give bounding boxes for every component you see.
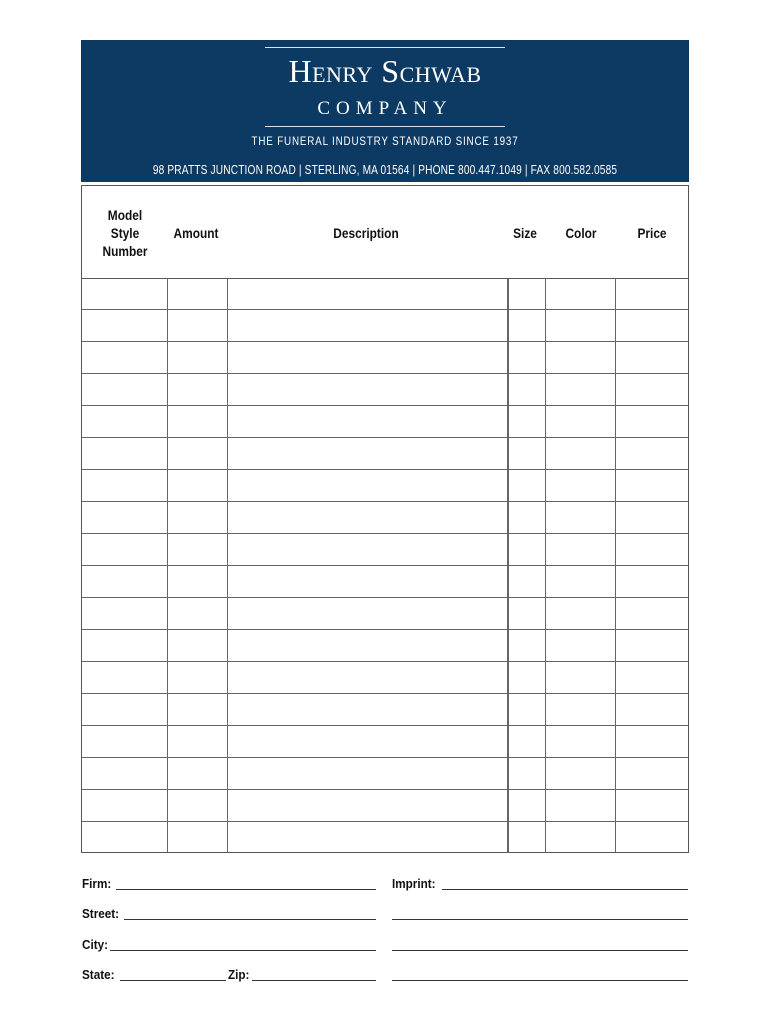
description-cell[interactable] bbox=[228, 630, 508, 661]
table-row bbox=[82, 278, 688, 310]
zip-label: Zip: bbox=[228, 967, 250, 982]
description-cell[interactable] bbox=[228, 438, 508, 469]
imprint-field-3[interactable] bbox=[392, 950, 688, 951]
model-cell[interactable] bbox=[82, 758, 168, 789]
color-cell[interactable] bbox=[546, 566, 616, 597]
table-row bbox=[82, 790, 688, 822]
table-row bbox=[82, 438, 688, 470]
model-cell[interactable] bbox=[82, 822, 168, 853]
description-cell[interactable] bbox=[228, 694, 508, 725]
table-body bbox=[82, 278, 688, 854]
description-cell[interactable] bbox=[228, 278, 508, 309]
color-cell[interactable] bbox=[546, 726, 616, 757]
color-cell[interactable] bbox=[546, 502, 616, 533]
table-row bbox=[82, 470, 688, 502]
size-cell[interactable] bbox=[508, 374, 546, 405]
color-cell[interactable] bbox=[546, 630, 616, 661]
amount-cell[interactable] bbox=[168, 278, 228, 309]
color-cell[interactable] bbox=[546, 534, 616, 565]
description-cell[interactable] bbox=[228, 790, 508, 821]
price-cell[interactable] bbox=[616, 406, 688, 437]
model-cell[interactable] bbox=[82, 374, 168, 405]
price-cell[interactable] bbox=[616, 822, 688, 853]
description-cell[interactable] bbox=[228, 758, 508, 789]
amount-cell[interactable] bbox=[168, 566, 228, 597]
size-cell[interactable] bbox=[508, 406, 546, 437]
color-cell[interactable] bbox=[546, 310, 616, 341]
color-cell[interactable] bbox=[546, 438, 616, 469]
price-cell[interactable] bbox=[616, 278, 688, 309]
size-cell[interactable] bbox=[508, 470, 546, 501]
company-subtitle: COMPANY bbox=[317, 98, 453, 119]
model-cell[interactable] bbox=[82, 438, 168, 469]
description-cell[interactable] bbox=[228, 406, 508, 437]
description-cell[interactable] bbox=[228, 598, 508, 629]
size-cell[interactable] bbox=[508, 438, 546, 469]
table-row bbox=[82, 662, 688, 694]
color-cell[interactable] bbox=[546, 758, 616, 789]
price-cell[interactable] bbox=[616, 598, 688, 629]
amount-cell[interactable] bbox=[168, 694, 228, 725]
column-header-color: Color bbox=[565, 225, 597, 241]
amount-cell[interactable] bbox=[168, 406, 228, 437]
model-header-line-3: Number bbox=[102, 243, 148, 259]
model-cell[interactable] bbox=[82, 278, 168, 309]
model-cell[interactable] bbox=[82, 790, 168, 821]
price-cell[interactable] bbox=[616, 310, 688, 341]
price-cell[interactable] bbox=[616, 438, 688, 469]
model-cell[interactable] bbox=[82, 470, 168, 501]
zip-field[interactable] bbox=[252, 980, 376, 981]
color-cell[interactable] bbox=[546, 374, 616, 405]
amount-cell[interactable] bbox=[168, 374, 228, 405]
amount-cell[interactable] bbox=[168, 758, 228, 789]
size-cell[interactable] bbox=[508, 598, 546, 629]
price-cell[interactable] bbox=[616, 534, 688, 565]
firm-field[interactable] bbox=[116, 889, 376, 890]
color-cell[interactable] bbox=[546, 662, 616, 693]
model-cell[interactable] bbox=[82, 630, 168, 661]
banner-top-rule bbox=[265, 47, 505, 48]
size-cell[interactable] bbox=[508, 342, 546, 373]
description-cell[interactable] bbox=[228, 502, 508, 533]
price-cell[interactable] bbox=[616, 758, 688, 789]
banner-bottom-rule bbox=[265, 126, 505, 127]
table-row bbox=[82, 758, 688, 790]
color-cell[interactable] bbox=[546, 822, 616, 853]
amount-cell[interactable] bbox=[168, 310, 228, 341]
size-cell[interactable] bbox=[508, 534, 546, 565]
imprint-label: Imprint: bbox=[392, 876, 436, 891]
model-cell[interactable] bbox=[82, 534, 168, 565]
firm-label: Firm: bbox=[82, 876, 112, 891]
city-field[interactable] bbox=[110, 950, 376, 951]
description-cell[interactable] bbox=[228, 566, 508, 597]
amount-cell[interactable] bbox=[168, 726, 228, 757]
price-cell[interactable] bbox=[616, 374, 688, 405]
description-cell[interactable] bbox=[228, 342, 508, 373]
table-header bbox=[82, 186, 688, 279]
imprint-field-1[interactable] bbox=[442, 889, 688, 890]
price-cell[interactable] bbox=[616, 790, 688, 821]
description-cell[interactable] bbox=[228, 310, 508, 341]
table-row bbox=[82, 374, 688, 406]
color-cell[interactable] bbox=[546, 470, 616, 501]
size-cell[interactable] bbox=[508, 662, 546, 693]
amount-cell[interactable] bbox=[168, 790, 228, 821]
model-cell[interactable] bbox=[82, 342, 168, 373]
amount-cell[interactable] bbox=[168, 470, 228, 501]
table-row bbox=[82, 726, 688, 758]
model-header-line-1: Model bbox=[107, 207, 143, 223]
amount-cell[interactable] bbox=[168, 534, 228, 565]
company-banner bbox=[81, 40, 689, 182]
description-cell[interactable] bbox=[228, 822, 508, 853]
column-header-description: Description bbox=[333, 225, 399, 241]
color-cell[interactable] bbox=[546, 598, 616, 629]
amount-cell[interactable] bbox=[168, 342, 228, 373]
size-cell[interactable] bbox=[508, 502, 546, 533]
price-cell[interactable] bbox=[616, 662, 688, 693]
model-cell[interactable] bbox=[82, 566, 168, 597]
color-cell[interactable] bbox=[546, 278, 616, 309]
description-cell[interactable] bbox=[228, 374, 508, 405]
column-header-model bbox=[88, 206, 161, 260]
size-cell[interactable] bbox=[508, 566, 546, 597]
size-cell[interactable] bbox=[508, 822, 546, 853]
model-header-line-2: Style bbox=[110, 225, 140, 241]
description-cell[interactable] bbox=[228, 726, 508, 757]
size-cell[interactable] bbox=[508, 310, 546, 341]
column-header-price: Price bbox=[637, 225, 667, 241]
amount-cell[interactable] bbox=[168, 822, 228, 853]
size-cell[interactable] bbox=[508, 790, 546, 821]
column-header-size: Size bbox=[513, 225, 537, 241]
company-address: 98 PRATTS JUNCTION ROAD | STERLING, MA 01564 | PHONE 800.447.1049 | FAX 800.582.0585 bbox=[152, 162, 618, 177]
table-row bbox=[82, 694, 688, 726]
amount-cell[interactable] bbox=[168, 438, 228, 469]
model-cell[interactable] bbox=[82, 310, 168, 341]
model-cell[interactable] bbox=[82, 502, 168, 533]
size-cell[interactable] bbox=[508, 278, 546, 309]
column-header-amount: Amount bbox=[173, 225, 219, 241]
table-row bbox=[82, 534, 688, 566]
table-row bbox=[82, 310, 688, 342]
color-cell[interactable] bbox=[546, 406, 616, 437]
size-cell[interactable] bbox=[508, 758, 546, 789]
street-field[interactable] bbox=[124, 919, 376, 920]
table-row bbox=[82, 630, 688, 662]
color-cell[interactable] bbox=[546, 694, 616, 725]
table-row bbox=[82, 822, 688, 854]
model-cell[interactable] bbox=[82, 406, 168, 437]
street-label: Street: bbox=[82, 906, 120, 921]
color-cell[interactable] bbox=[546, 342, 616, 373]
table-row bbox=[82, 598, 688, 630]
size-cell[interactable] bbox=[508, 726, 546, 757]
model-cell[interactable] bbox=[82, 726, 168, 757]
description-cell[interactable] bbox=[228, 534, 508, 565]
model-cell[interactable] bbox=[82, 694, 168, 725]
price-cell[interactable] bbox=[616, 630, 688, 661]
table-row bbox=[82, 342, 688, 374]
order-table bbox=[81, 185, 689, 853]
amount-cell[interactable] bbox=[168, 662, 228, 693]
description-cell[interactable] bbox=[228, 662, 508, 693]
amount-cell[interactable] bbox=[168, 630, 228, 661]
table-row bbox=[82, 566, 688, 598]
amount-cell[interactable] bbox=[168, 598, 228, 629]
amount-cell[interactable] bbox=[168, 502, 228, 533]
company-name: Henry Schwab bbox=[288, 53, 482, 89]
price-cell[interactable] bbox=[616, 566, 688, 597]
state-label: State: bbox=[82, 967, 115, 982]
company-tagline: THE FUNERAL INDUSTRY STANDARD SINCE 1937 bbox=[251, 134, 519, 148]
table-row bbox=[82, 406, 688, 438]
description-cell[interactable] bbox=[228, 470, 508, 501]
price-cell[interactable] bbox=[616, 726, 688, 757]
size-cell[interactable] bbox=[508, 630, 546, 661]
imprint-field-4[interactable] bbox=[392, 980, 688, 981]
city-label: City: bbox=[82, 937, 109, 952]
price-cell[interactable] bbox=[616, 694, 688, 725]
price-cell[interactable] bbox=[616, 342, 688, 373]
table-row bbox=[82, 502, 688, 534]
model-cell[interactable] bbox=[82, 662, 168, 693]
model-cell[interactable] bbox=[82, 598, 168, 629]
state-field[interactable] bbox=[120, 980, 226, 981]
color-cell[interactable] bbox=[546, 790, 616, 821]
size-cell[interactable] bbox=[508, 694, 546, 725]
imprint-field-2[interactable] bbox=[392, 919, 688, 920]
price-cell[interactable] bbox=[616, 502, 688, 533]
price-cell[interactable] bbox=[616, 470, 688, 501]
